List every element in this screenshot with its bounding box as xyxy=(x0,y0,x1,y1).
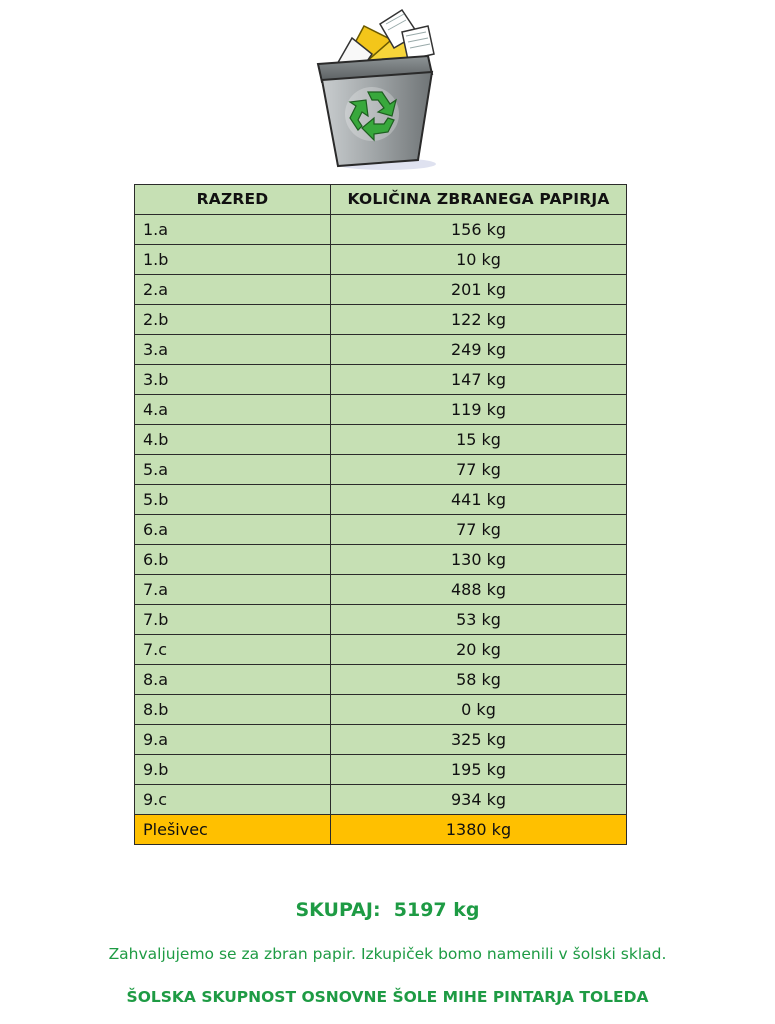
table-row xyxy=(135,275,627,305)
quantity-cell: 201 kg xyxy=(331,275,627,305)
quantity-cell: 53 kg xyxy=(331,605,627,635)
quantity-cell: 441 kg xyxy=(331,485,627,515)
table-row xyxy=(135,815,627,845)
class-cell: 3.b xyxy=(135,365,331,395)
class-cell: 4.b xyxy=(135,425,331,455)
table-row xyxy=(135,665,627,695)
class-cell: 9.b xyxy=(135,755,331,785)
class-cell: 7.a xyxy=(135,575,331,605)
quantity-cell: 156 kg xyxy=(331,215,627,245)
class-cell: 9.c xyxy=(135,785,331,815)
column-header-class: RAZRED xyxy=(135,185,331,215)
class-cell: 1.a xyxy=(135,215,331,245)
class-cell: 6.b xyxy=(135,545,331,575)
class-cell: 3.a xyxy=(135,335,331,365)
class-cell: 7.b xyxy=(135,605,331,635)
quantity-cell: 130 kg xyxy=(331,545,627,575)
quantity-cell: 934 kg xyxy=(331,785,627,815)
quantity-cell: 488 kg xyxy=(331,575,627,605)
class-cell: 1.b xyxy=(135,245,331,275)
quantity-cell: 249 kg xyxy=(331,335,627,365)
class-cell: 6.a xyxy=(135,515,331,545)
class-cell: 4.a xyxy=(135,395,331,425)
paper-collection-table xyxy=(134,184,627,845)
class-cell: 5.b xyxy=(135,485,331,515)
quantity-cell: 147 kg xyxy=(331,365,627,395)
class-cell: 8.a xyxy=(135,665,331,695)
table-row xyxy=(135,635,627,665)
quantity-cell: 325 kg xyxy=(331,725,627,755)
table-row xyxy=(135,245,627,275)
class-cell: 9.a xyxy=(135,725,331,755)
table-row xyxy=(135,695,627,725)
quantity-cell: 20 kg xyxy=(331,635,627,665)
table-body xyxy=(135,215,627,845)
quantity-cell: 122 kg xyxy=(331,305,627,335)
total-amount: SKUPAJ: 5197 kg xyxy=(295,899,480,921)
table-row xyxy=(135,485,627,515)
table-row xyxy=(135,455,627,485)
table-row xyxy=(135,515,627,545)
class-cell: 2.a xyxy=(135,275,331,305)
table-row xyxy=(135,335,627,365)
table-row xyxy=(135,755,627,785)
quantity-cell: 77 kg xyxy=(331,515,627,545)
table-row xyxy=(135,305,627,335)
table-row xyxy=(135,575,627,605)
quantity-cell: 119 kg xyxy=(331,395,627,425)
table-row xyxy=(135,785,627,815)
quantity-cell: 0 kg xyxy=(331,695,627,725)
quantity-cell: 15 kg xyxy=(331,425,627,455)
table-row xyxy=(135,425,627,455)
table-row xyxy=(135,545,627,575)
class-cell: 5.a xyxy=(135,455,331,485)
table-row xyxy=(135,365,627,395)
table-row xyxy=(135,725,627,755)
quantity-cell: 10 kg xyxy=(331,245,627,275)
quantity-cell: 195 kg xyxy=(331,755,627,785)
table-row xyxy=(135,395,627,425)
column-header-quantity: KOLIČINA ZBRANEGA PAPIRJA xyxy=(331,185,627,215)
quantity-cell: 58 kg xyxy=(331,665,627,695)
class-cell: 2.b xyxy=(135,305,331,335)
recycle-bin-icon xyxy=(306,4,442,172)
class-cell: 7.c xyxy=(135,635,331,665)
class-cell: Plešivec xyxy=(135,815,331,845)
school-community-signature: ŠOLSKA SKUPNOST OSNOVNE ŠOLE MIHE PINTARJA TOLEDA xyxy=(126,988,649,1006)
table-row xyxy=(135,605,627,635)
table-row xyxy=(135,215,627,245)
quantity-cell: 77 kg xyxy=(331,455,627,485)
table-header-row xyxy=(135,185,627,215)
class-cell: 8.b xyxy=(135,695,331,725)
quantity-cell: 1380 kg xyxy=(331,815,627,845)
thanks-message: Zahvaljujemo se za zbran papir. Izkupiček bomo namenili v šolski sklad. xyxy=(108,945,667,963)
